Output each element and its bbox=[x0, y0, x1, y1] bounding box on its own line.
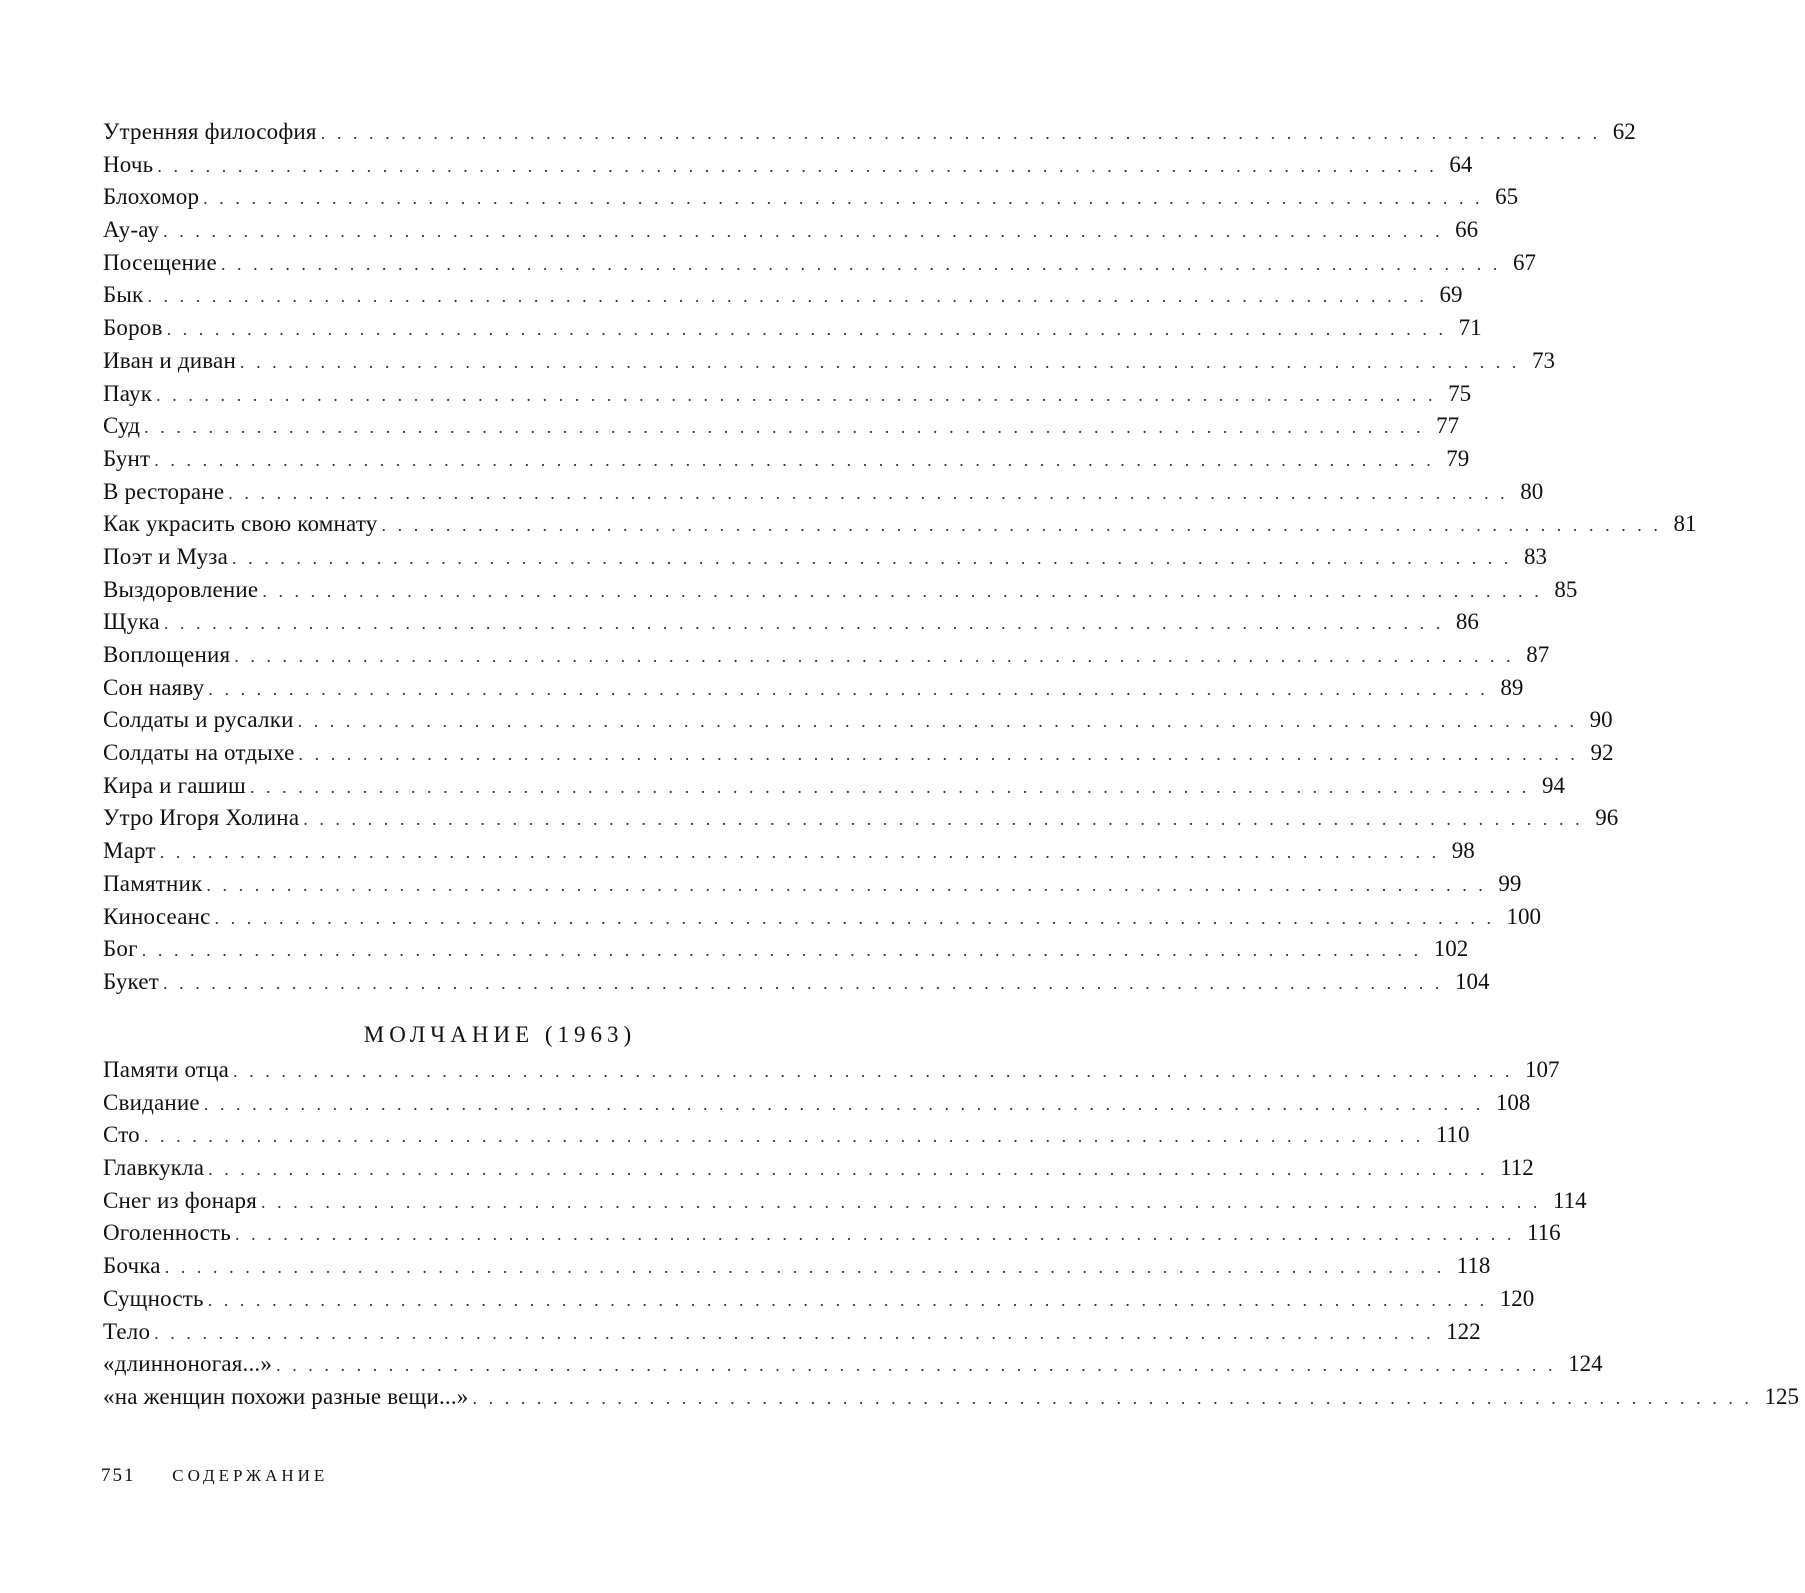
dot-leader: ................................................................................ bbox=[208, 1159, 1497, 1180]
toc-entry-title: Утренняя философия bbox=[103, 119, 317, 144]
dot-leader: ................................................................................ bbox=[143, 1126, 1432, 1147]
toc-entry bbox=[103, 672, 1524, 705]
toc-entry bbox=[103, 410, 1460, 443]
toc-entry bbox=[103, 901, 1542, 934]
toc-entry-title: Поэт и Муза bbox=[103, 543, 228, 569]
toc-entry-title: Как украсить свою комнату bbox=[103, 511, 378, 537]
toc-entry-title: Памятник bbox=[103, 870, 203, 896]
toc-entry-page: 85 bbox=[1554, 576, 1578, 602]
toc-entry-title: Бог bbox=[103, 936, 138, 962]
dot-leader: ................................................................................ bbox=[163, 221, 1452, 242]
toc-entry-title: Ночь bbox=[103, 151, 154, 177]
toc-entry bbox=[103, 443, 1470, 476]
dot-leader: ................................................................................ bbox=[381, 515, 1670, 536]
toc-entry-page: 75 bbox=[1448, 380, 1472, 406]
toc-entry bbox=[103, 541, 1547, 574]
toc-entry bbox=[103, 704, 1613, 737]
toc-entry-page: 118 bbox=[1456, 1253, 1491, 1279]
toc-entry bbox=[103, 214, 1479, 247]
toc-entry-title: Бунт bbox=[103, 445, 151, 471]
toc-entry bbox=[103, 933, 1469, 966]
toc-entry-title: Бык bbox=[103, 282, 144, 308]
dot-leader: ................................................................................ bbox=[239, 351, 1528, 372]
toc-entry bbox=[103, 737, 1614, 770]
toc-entry bbox=[103, 802, 1619, 835]
toc-entry-title: Снег из фонаря bbox=[103, 1187, 257, 1213]
toc-entry-page: 100 bbox=[1506, 903, 1542, 929]
dot-leader: ................................................................................ bbox=[203, 188, 1492, 209]
toc-entry bbox=[103, 639, 1550, 672]
toc-entry bbox=[103, 508, 1697, 541]
toc-entry bbox=[103, 1119, 1470, 1152]
dot-leader: ................................................................................ bbox=[320, 123, 1609, 143]
dot-leader: ................................................................................ bbox=[228, 482, 1517, 503]
toc-entry-page: 77 bbox=[1436, 413, 1460, 439]
toc-entry-page: 92 bbox=[1590, 740, 1614, 766]
toc-entry-title: Воплощения bbox=[103, 642, 231, 667]
dot-leader: ................................................................................ bbox=[214, 907, 1503, 928]
toc-entry bbox=[103, 1217, 1561, 1250]
toc-entry-title: Кира и гашиш bbox=[103, 772, 246, 798]
dot-leader: ................................................................................ bbox=[234, 646, 1523, 666]
dot-leader: ................................................................................ bbox=[159, 842, 1448, 863]
dot-leader: ................................................................................ bbox=[203, 1093, 1492, 1114]
toc-entry-page: 114 bbox=[1553, 1187, 1587, 1213]
toc-entry-title: Бочка bbox=[103, 1253, 161, 1279]
toc-entry-title: Март bbox=[103, 838, 156, 864]
toc-entry bbox=[103, 181, 1519, 214]
toc-entry-title: Выздоровление bbox=[103, 576, 259, 602]
toc-entry-page: 67 bbox=[1512, 249, 1536, 275]
dot-leader: ................................................................................ bbox=[235, 1224, 1523, 1245]
toc-list-part1 bbox=[103, 116, 1697, 999]
toc-entry bbox=[103, 868, 1522, 901]
toc-entry-title: Ау-ау bbox=[103, 217, 160, 243]
dot-leader: ................................................................................ bbox=[220, 253, 1509, 274]
toc-entry-page: 66 bbox=[1455, 217, 1479, 243]
toc-entry-page: 96 bbox=[1595, 805, 1619, 831]
toc-entry-title: Щука bbox=[103, 609, 160, 635]
toc-entry-title: Суд bbox=[103, 413, 141, 439]
toc-entry bbox=[103, 1054, 1560, 1087]
dot-leader: ................................................................................ bbox=[208, 678, 1497, 699]
page-footer bbox=[101, 1465, 328, 1487]
toc-entry-page: 107 bbox=[1525, 1057, 1560, 1082]
toc-entry-page: 108 bbox=[1495, 1089, 1531, 1115]
toc-entry-page: 99 bbox=[1498, 870, 1522, 896]
toc-entry-page: 124 bbox=[1568, 1351, 1603, 1377]
dot-leader: ................................................................................ bbox=[206, 874, 1495, 895]
toc-entry bbox=[103, 149, 1473, 182]
dot-leader: ................................................................................ bbox=[164, 1257, 1453, 1278]
toc-entry-page: 69 bbox=[1439, 282, 1463, 308]
toc-entry-page: 110 bbox=[1435, 1122, 1470, 1148]
toc-entry-page: 86 bbox=[1455, 609, 1479, 635]
toc-entry-page: 81 bbox=[1673, 511, 1697, 537]
toc-entry-title: Сон наяву bbox=[103, 674, 205, 700]
toc-entry bbox=[103, 345, 1555, 378]
dot-leader: ................................................................................ bbox=[147, 286, 1436, 307]
dot-leader: ................................................................................ bbox=[297, 711, 1586, 732]
toc-entry-page: 102 bbox=[1433, 936, 1469, 962]
dot-leader: ................................................................................ bbox=[163, 972, 1451, 993]
dot-leader: ................................................................................ bbox=[154, 449, 1443, 470]
toc-entry-page: 64 bbox=[1449, 151, 1473, 177]
toc-entry bbox=[103, 1316, 1481, 1349]
toc-entry-title: Посещение bbox=[103, 249, 217, 275]
toc-entry-title: Сто bbox=[103, 1122, 140, 1148]
toc-entry-page: 94 bbox=[1541, 772, 1565, 798]
dot-leader: ................................................................................ bbox=[303, 809, 1592, 830]
toc-entry-page: 89 bbox=[1500, 674, 1524, 700]
dot-leader: ................................................................................ bbox=[472, 1387, 1761, 1408]
toc-entry-page: 120 bbox=[1499, 1285, 1535, 1311]
toc-entry bbox=[103, 247, 1536, 280]
toc-entry-page: 122 bbox=[1446, 1318, 1481, 1344]
dot-leader: ................................................................................ bbox=[156, 384, 1445, 405]
toc-entry-page: 65 bbox=[1495, 184, 1519, 210]
toc-entry-title: Главкукла bbox=[103, 1155, 205, 1181]
toc-entry-title: Тело bbox=[103, 1318, 151, 1344]
dot-leader: ................................................................................ bbox=[276, 1355, 1565, 1376]
toc-entry-page: 116 bbox=[1527, 1220, 1561, 1246]
toc-entry-title: Иван и диван bbox=[103, 347, 236, 373]
toc-entry-title: Букет bbox=[103, 968, 159, 994]
toc-entry-title: Памяти отца bbox=[103, 1057, 230, 1082]
dot-leader: ................................................................................ bbox=[141, 940, 1430, 961]
dot-leader: ................................................................................ bbox=[249, 776, 1538, 797]
toc-entry bbox=[103, 1348, 1603, 1381]
dot-leader: ................................................................................ bbox=[144, 417, 1433, 438]
dot-leader: ................................................................................ bbox=[298, 744, 1587, 765]
toc-entry-title: Киносеанс bbox=[103, 903, 211, 929]
toc-entry bbox=[103, 476, 1544, 509]
toc-entry bbox=[103, 1283, 1535, 1316]
toc-entry-page: 71 bbox=[1458, 315, 1482, 341]
dot-leader: ................................................................................ bbox=[157, 155, 1446, 176]
toc-entry-page: 112 bbox=[1500, 1155, 1534, 1181]
toc-entry bbox=[103, 312, 1482, 345]
toc-entry-page: 90 bbox=[1589, 707, 1613, 733]
toc-entry bbox=[103, 1381, 1800, 1414]
toc-entry bbox=[103, 116, 1636, 149]
toc-entry-title: Блохомор bbox=[103, 184, 200, 210]
toc-entry bbox=[103, 1087, 1531, 1120]
dot-leader: ................................................................................ bbox=[166, 319, 1455, 340]
toc-entry bbox=[103, 574, 1578, 607]
toc-entry-page: 62 bbox=[1612, 119, 1636, 144]
toc-entry-title: Паук bbox=[103, 380, 153, 406]
dot-leader: ................................................................................ bbox=[233, 1061, 1522, 1081]
toc-entry bbox=[103, 770, 1565, 803]
toc-entry-page: 125 bbox=[1764, 1383, 1800, 1409]
toc-entry-title: «на женщин похожи разные вещи...» bbox=[103, 1383, 469, 1409]
dot-leader: ................................................................................ bbox=[154, 1322, 1443, 1343]
toc-entry bbox=[103, 966, 1490, 999]
toc-entry bbox=[103, 279, 1463, 312]
toc-entry-page: 104 bbox=[1455, 968, 1490, 994]
footer-page-number: 751 bbox=[101, 1465, 136, 1486]
toc-entry bbox=[103, 1185, 1587, 1218]
toc-entry-page: 80 bbox=[1520, 478, 1544, 504]
toc-entry-page: 83 bbox=[1524, 543, 1547, 569]
dot-leader: ................................................................................ bbox=[261, 1191, 1549, 1212]
toc-entry bbox=[103, 1250, 1491, 1283]
toc-entry-title: Боров bbox=[103, 315, 163, 341]
toc-entry bbox=[103, 606, 1479, 639]
toc-list-part2 bbox=[103, 1054, 1800, 1414]
toc-entry-title: В ресторане bbox=[103, 478, 225, 504]
toc-entry bbox=[103, 1152, 1534, 1185]
toc-entry-title: Солдаты на отдыхе bbox=[103, 740, 295, 766]
toc-entry-page: 73 bbox=[1531, 347, 1555, 373]
toc-entry-page: 98 bbox=[1451, 838, 1475, 864]
dot-leader: ................................................................................ bbox=[163, 613, 1452, 634]
toc-entry-title: Сущность bbox=[103, 1285, 204, 1311]
toc-entry-title: Оголенность bbox=[103, 1220, 231, 1246]
toc-entry-title: Свидание bbox=[103, 1089, 200, 1115]
toc-entry-title: Солдаты и русалки bbox=[103, 707, 294, 733]
section-title: МОЛЧАНИЕ (1963) bbox=[363, 1022, 637, 1047]
dot-leader: ................................................................................ bbox=[262, 580, 1551, 601]
toc-entry bbox=[103, 835, 1475, 868]
dot-leader: ................................................................................ bbox=[207, 1289, 1496, 1310]
toc-entry-page: 87 bbox=[1526, 642, 1550, 667]
toc-entry-title: «длинноногая...» bbox=[103, 1351, 273, 1377]
toc-entry-page: 79 bbox=[1446, 445, 1470, 471]
toc-entry bbox=[103, 378, 1472, 411]
footer-label: СОДЕРЖАНИЕ bbox=[172, 1466, 329, 1485]
dot-leader: ................................................................................ bbox=[232, 547, 1520, 568]
toc-entry-title: Утро Игоря Холина bbox=[103, 805, 300, 831]
